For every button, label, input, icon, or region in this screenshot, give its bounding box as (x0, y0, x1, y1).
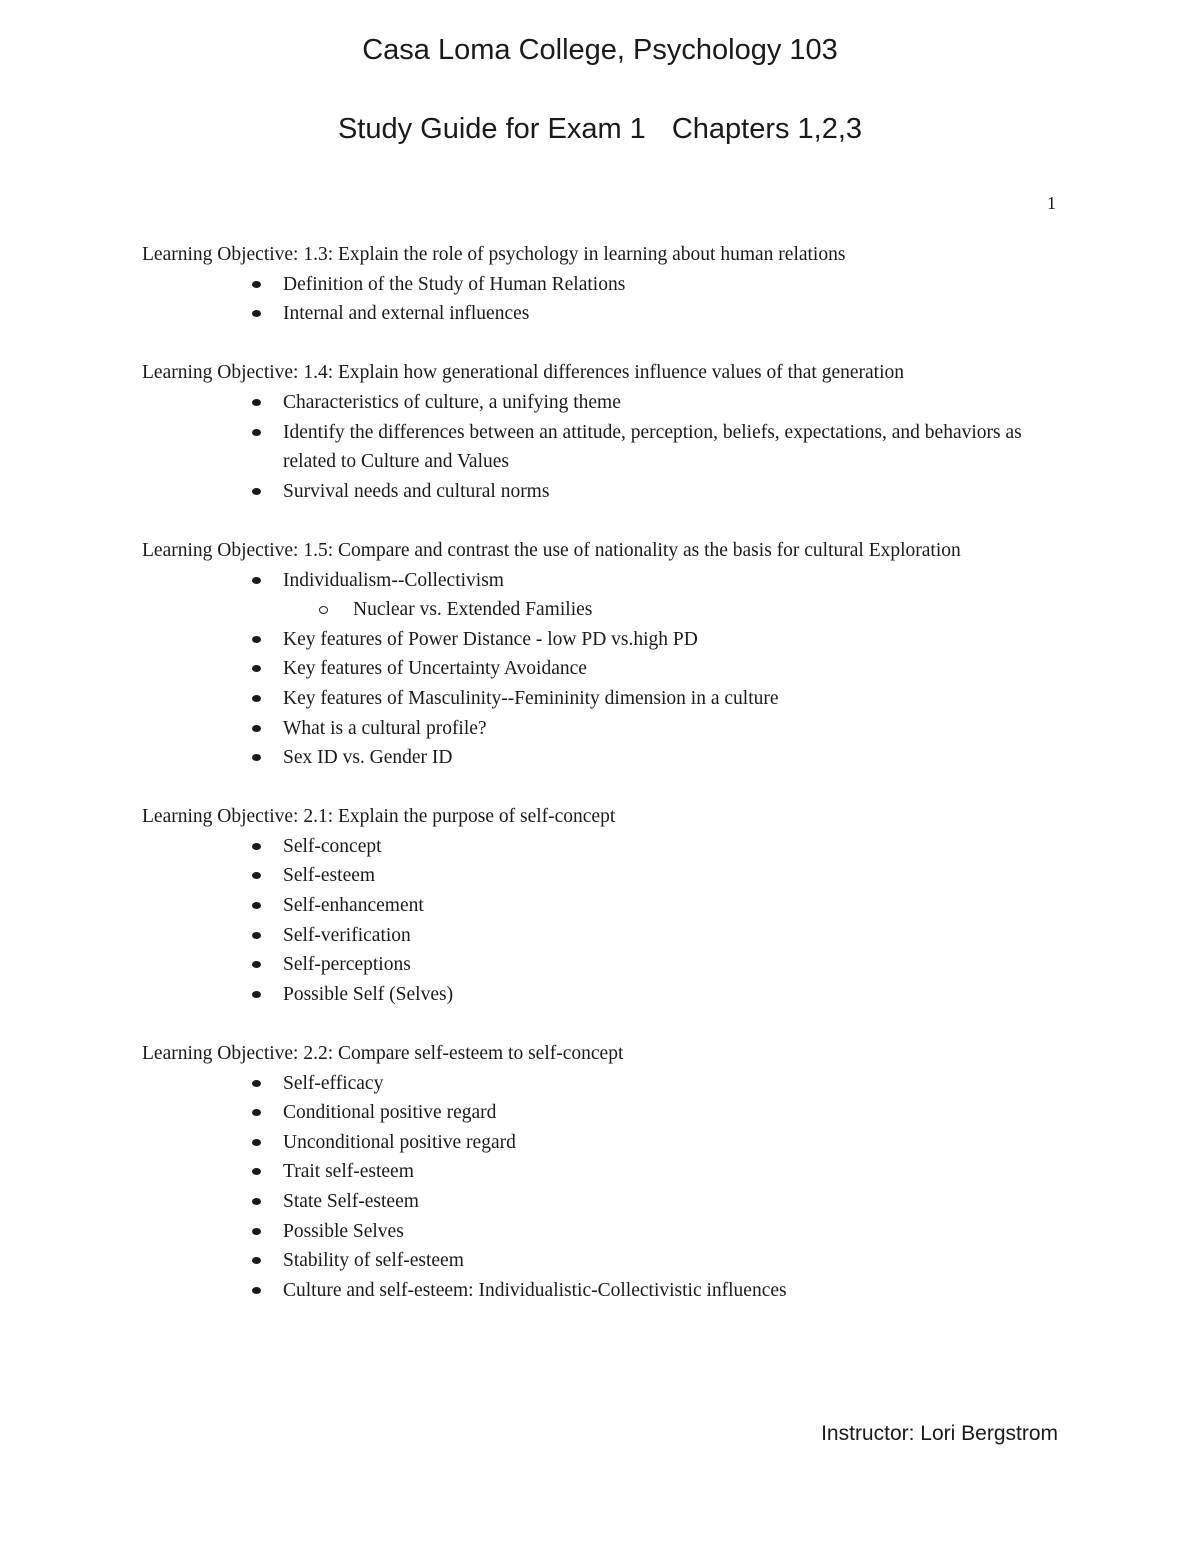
instructor-name: Instructor: Lori Bergstrom (821, 1422, 1058, 1445)
sub-bullet-list (283, 595, 1022, 625)
list-item: Self-concept (283, 832, 1022, 862)
list-item (283, 566, 1022, 625)
objective-section-1-4 (142, 358, 1022, 506)
document-title: Casa Loma College, Psychology 103 (362, 34, 838, 66)
document-subtitle (0, 113, 1200, 146)
study-guide-body (142, 240, 1022, 1335)
bullet-list (142, 388, 1022, 506)
learning-objective: Learning Objective: 1.3: Explain the role of psychology in learning about human relations (142, 244, 846, 265)
list-item: Key features of Uncertainty Avoidance (283, 654, 1022, 684)
learning-objective: Learning Objective: 2.1: Explain the purpose of self-concept (142, 806, 616, 828)
objective-section-1-5 (142, 536, 1022, 773)
objective-section-2-2 (142, 1039, 1022, 1305)
list-item: Unconditional positive regard (283, 1128, 1022, 1158)
sub-list-item: Nuclear vs. Extended Families (353, 595, 1022, 625)
bullet-list (142, 1069, 1022, 1306)
learning-objective: Learning Objective: 1.4: Explain how generational differences influence values of that generation (142, 362, 905, 384)
subtitle-chapters: Chapters 1,2,3 (671, 113, 863, 145)
objective-section-1-3 (142, 240, 1022, 329)
learning-objective: Learning Objective: 2.2: Compare self-esteem to self-concept (142, 1043, 624, 1065)
bullet-list (142, 832, 1022, 1010)
list-item: Definition of the Study of Human Relations (283, 270, 1022, 300)
list-item: State Self-esteem (283, 1187, 1022, 1217)
list-item: Self-verification (283, 921, 1022, 951)
list-item: Possible Self (Selves) (283, 980, 1022, 1010)
list-item: Self-perceptions (283, 950, 1022, 980)
list-item: Identify the differences between an attitude, perception, beliefs, expectations, and behaviors as related to Culture and Values (283, 418, 1022, 477)
list-item: Stability of self-esteem (283, 1246, 1022, 1276)
list-item: Sex ID vs. Gender ID (283, 743, 1022, 773)
list-item: Self-esteem (283, 861, 1022, 891)
list-item: Key features of Masculinity--Femininity dimension in a culture (283, 684, 1022, 714)
learning-objective: Learning Objective: 1.5: Compare and contrast the use of nationality as the basis for cultural Exploration (142, 539, 961, 561)
objective-section-2-1 (142, 802, 1022, 1009)
list-item: Conditional positive regard (283, 1098, 1022, 1128)
list-item: Culture and self-esteem: Individualistic-Collectivistic influences (283, 1276, 1022, 1306)
list-item: What is a cultural profile? (283, 714, 1022, 744)
list-item: Characteristics of culture, a unifying theme (283, 388, 1022, 418)
bullet-list (142, 566, 1022, 773)
list-item: Internal and external influences (283, 299, 1022, 329)
list-item: Self-efficacy (283, 1069, 1022, 1099)
page-number: 1 (1047, 193, 1056, 213)
list-item: Self-enhancement (283, 891, 1022, 921)
list-item: Possible Selves (283, 1217, 1022, 1247)
list-item-text: Individualism--Collectivism (283, 569, 504, 591)
subtitle-exam: Study Guide for Exam 1 (337, 113, 646, 145)
list-item: Survival needs and cultural norms (283, 477, 1022, 507)
bullet-list (142, 270, 1022, 329)
list-item: Trait self-esteem (283, 1157, 1022, 1187)
list-item: Key features of Power Distance - low PD vs.high PD (283, 625, 1022, 655)
